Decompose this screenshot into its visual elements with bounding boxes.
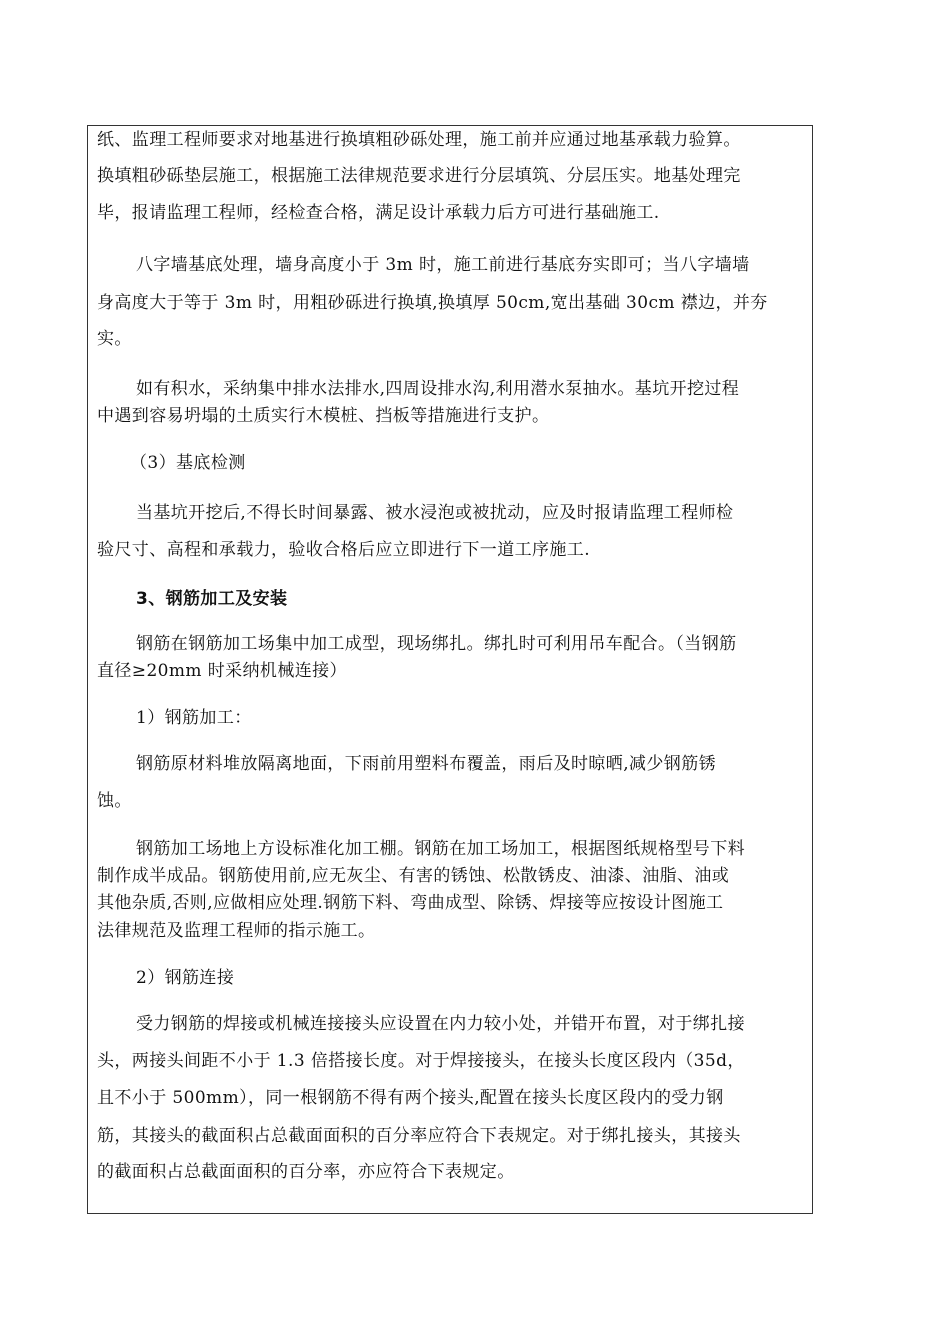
text-line: 头，两接头间距不小于 1.3 倍搭接长度。对于焊接接头，在接头长度区段内（35d， [97,1051,745,1071]
section-heading: 3、钢筋加工及安装 [136,589,288,609]
text-line: 其他杂质,否则,应做相应处理.钢筋下料、弯曲成型、除锈、焊接等应按设计图施工 [97,893,724,913]
text-line: 钢筋在钢筋加工场集中加工成型，现场绑扎。绑扎时可利用吊车配合。（当钢筋 [136,634,737,654]
text-line: 纸、监理工程师要求对地基进行换填粗砂砾处理，施工前并应通过地基承载力验算。 [97,130,741,150]
subheading: （3）基底检测 [130,453,246,473]
text-line: 当基坑开挖后,不得长时间暴露、被水浸泡或被扰动，应及时报请监理工程师检 [136,503,734,523]
text-line: 法律规范及监理工程师的指示施工。 [97,921,376,941]
subheading: 2）钢筋连接 [136,968,235,988]
text-line: 筋，其接头的截面积占总截面面积的百分率应符合下表规定。对于绑扎接头，其接头 [97,1126,741,1146]
text-line: 毕，报请监理工程师，经检查合格，满足设计承载力后方可进行基础施工. [97,203,660,223]
text-line: 钢筋加工场地上方设标准化加工棚。钢筋在加工场加工，根据图纸规格型号下料 [136,839,745,859]
text-line: 且不小于 500mm），同一根钢筋不得有两个接头,配置在接头长度区段内的受力钢 [97,1088,724,1108]
text-line: 验尺寸、高程和承载力，验收合格后应立即进行下一道工序施工. [97,540,591,560]
text-line: 钢筋原材料堆放隔离地面，下雨前用塑料布覆盖，雨后及时晾晒,减少钢筋锈 [136,754,717,774]
text-line: 的截面积占总截面面积的百分率，亦应符合下表规定。 [97,1162,515,1182]
text-line: 如有积水，采纳集中排水法排水,四周设排水沟,利用潜水泵抽水。基坑开挖过程 [136,379,740,399]
text-line: 蚀。 [97,791,132,811]
text-line: 实。 [97,329,132,349]
text-line: 换填粗砂砾垫层施工，根据施工法律规范要求进行分层填筑、分层压实。地基处理完 [97,166,741,186]
text-line: 制作成半成品。钢筋使用前,应无灰尘、有害的锈蚀、松散锈皮、油漆、油脂、油或 [97,866,730,886]
subheading: 1）钢筋加工： [136,708,252,728]
text-line: 中遇到容易坍塌的土质实行木模桩、挡板等措施进行支护。 [97,406,550,426]
text-line: 身高度大于等于 3m 时，用粗砂砾进行换填,换填厚 50cm,宽出基础 30cm 襟边，并夯 [97,293,768,313]
text-line: 受力钢筋的焊接或机械连接接头应设置在内力较小处，并错开布置，对于绑扎接 [136,1014,745,1034]
text-line: 直径≥20mm 时采纳机械连接） [97,661,347,681]
text-line: 八字墙基底处理，墙身高度小于 3m 时，施工前进行基底夯实即可；当八字墙墙 [136,255,750,275]
